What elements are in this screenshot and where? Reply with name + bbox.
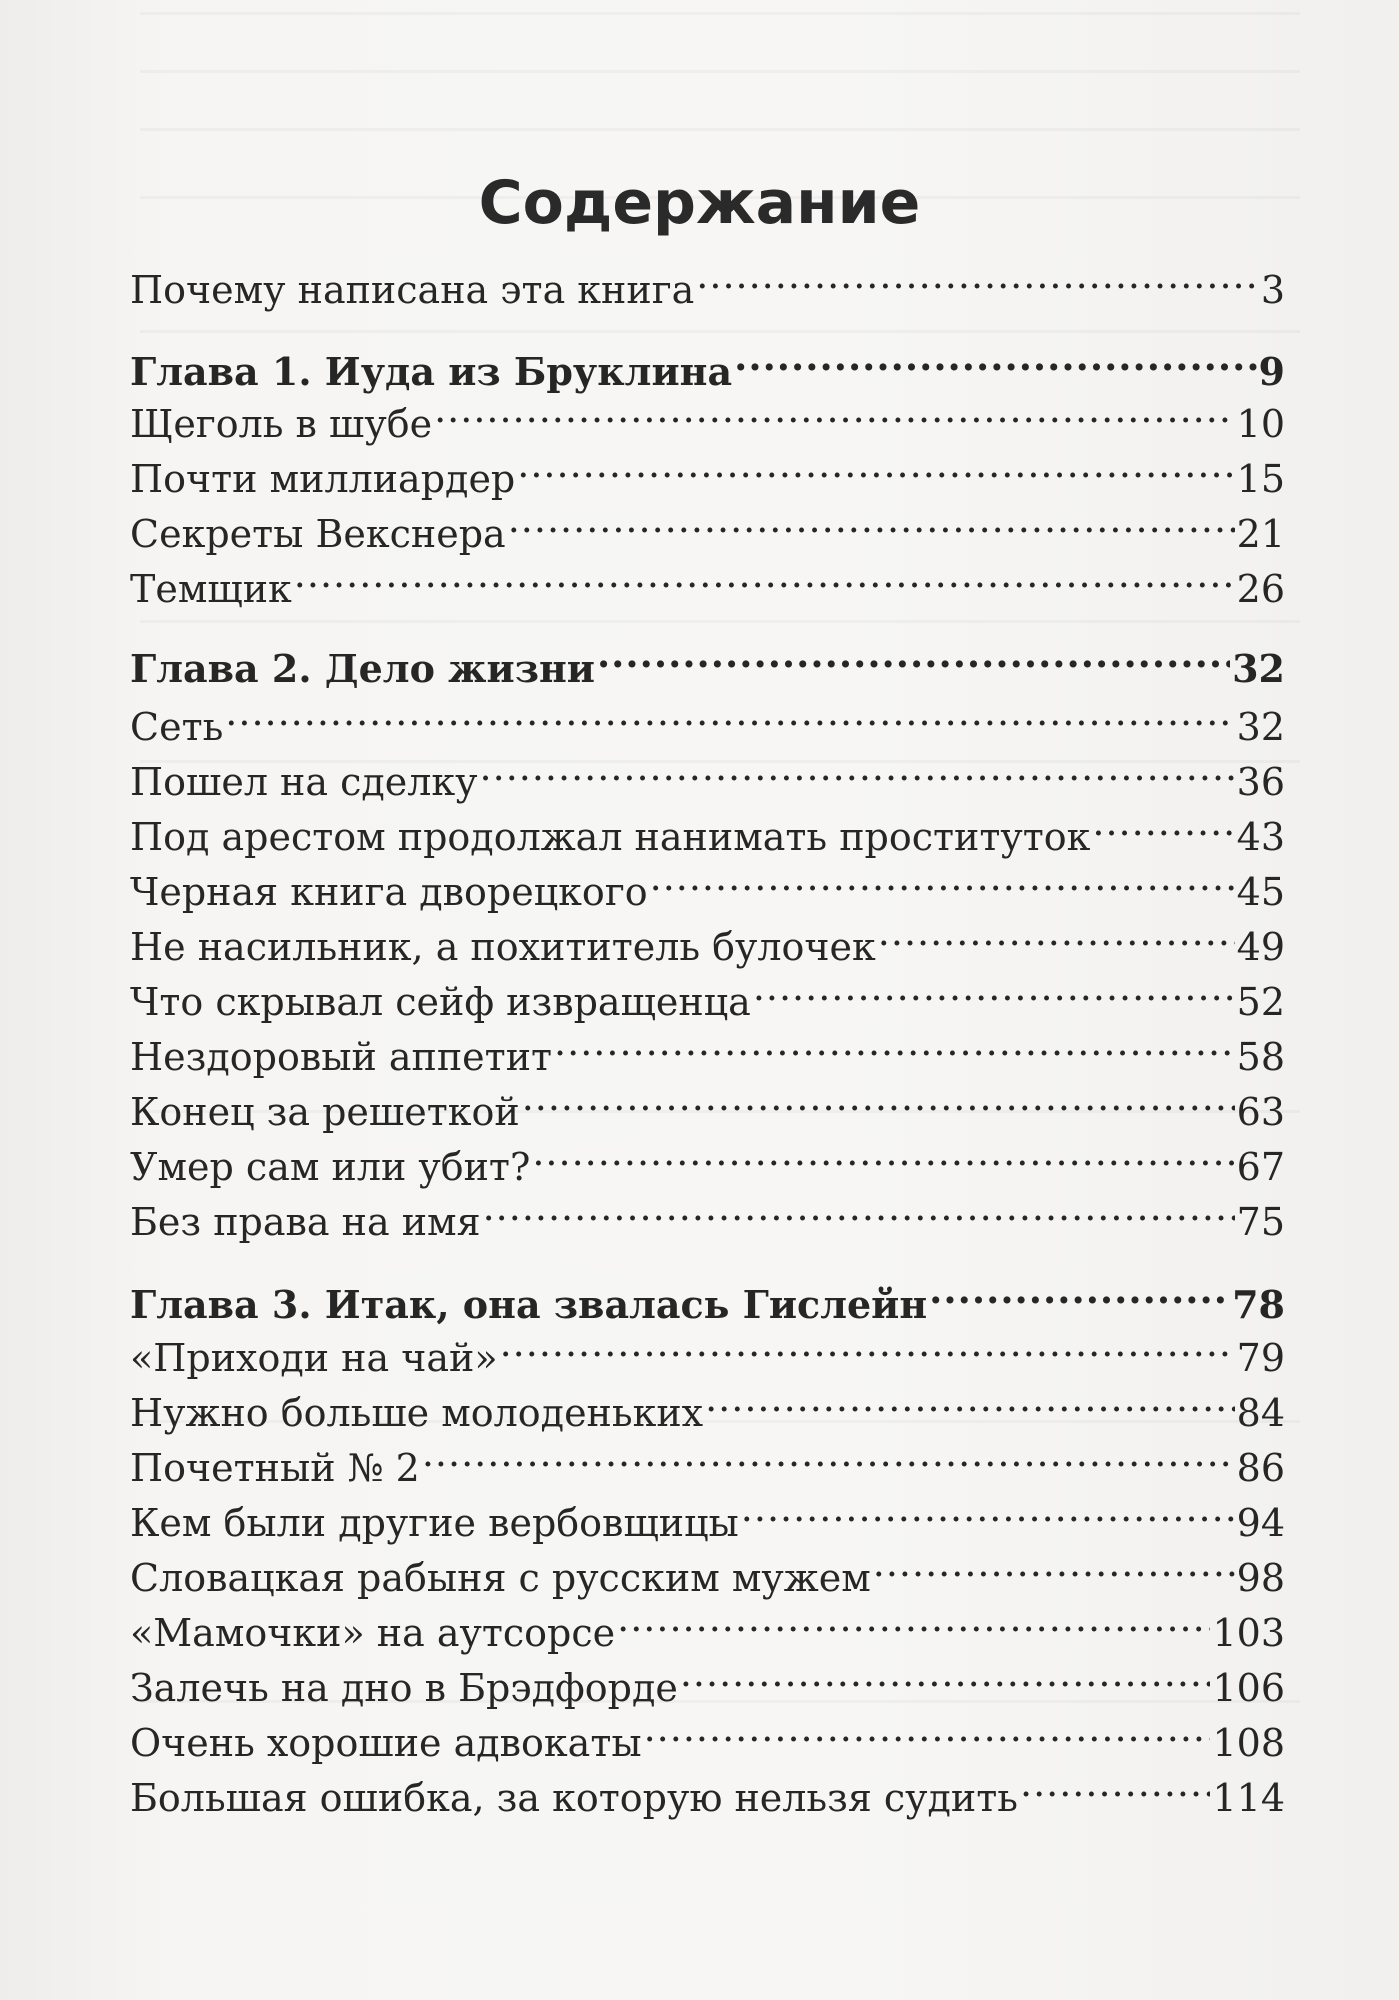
toc-entry-title: Конец за решеткой: [130, 1090, 520, 1134]
toc-page-number: 84: [1236, 1391, 1285, 1435]
dot-leader: [1092, 802, 1234, 850]
dot-leader: [508, 499, 1235, 547]
toc-page-number: 32: [1236, 705, 1285, 749]
bleed-through-line: [140, 70, 1300, 73]
dot-leader: [644, 1708, 1211, 1756]
toc-page-number: 63: [1236, 1090, 1285, 1134]
dot-leader: [650, 857, 1235, 905]
dot-leader: [554, 1022, 1235, 1070]
toc-entry-title: Глава 3. Итак, она звалась Гислейн: [130, 1282, 928, 1327]
toc-entry-title: Большая ошибка, за которую нельзя судить: [130, 1776, 1018, 1820]
toc-chapter-entry: [130, 634, 1285, 691]
toc-entry: [130, 912, 1285, 969]
toc-page-number: 106: [1212, 1666, 1285, 1710]
toc-page-number: 103: [1212, 1611, 1285, 1655]
toc-entry-title: Нездоровый аппетит: [130, 1035, 553, 1079]
dot-leader: [753, 967, 1235, 1015]
toc-page-number: 52: [1236, 980, 1285, 1024]
toc-page-number: 58: [1236, 1035, 1285, 1079]
toc-entry-title: Нужно больше молоденьких: [130, 1391, 704, 1435]
dot-leader: [517, 444, 1234, 492]
toc-entry-title: Глава 2. Дело жизни: [130, 646, 595, 691]
toc-page-number: 9: [1258, 349, 1285, 394]
toc-page-number: 49: [1236, 925, 1285, 969]
toc-entry-title: «Приходи на чай»: [130, 1336, 498, 1380]
dot-leader: [480, 747, 1235, 795]
toc-entry-title: Почти миллиардер: [130, 457, 516, 501]
dot-leader: [422, 1433, 1235, 1481]
toc-page-number: 10: [1236, 402, 1285, 446]
toc-entry-title: Почетный № 2: [130, 1446, 420, 1490]
toc-entry: [130, 1323, 1285, 1380]
dot-leader: [483, 1187, 1235, 1235]
toc-entry: [130, 1488, 1285, 1545]
toc-entry: [130, 1598, 1285, 1655]
toc-page-number: 3: [1260, 268, 1285, 312]
toc-entry-title: Что скрывал сейф извращенца: [130, 980, 751, 1024]
dot-leader: [878, 912, 1235, 960]
toc-entry-title: Почему написана эта книга: [130, 268, 695, 312]
dot-leader: [225, 692, 1234, 740]
toc-page-number: 98: [1236, 1556, 1285, 1600]
toc-entry: [130, 1653, 1285, 1710]
toc-page-number: 86: [1236, 1446, 1285, 1490]
toc-entry: [130, 255, 1285, 312]
toc-chapter-entry: [130, 337, 1285, 394]
dot-leader: [294, 554, 1235, 602]
toc-entry: [130, 389, 1285, 446]
toc-page-number: 32: [1232, 646, 1285, 691]
toc-page-number: 78: [1232, 1282, 1285, 1327]
toc-entry: [130, 692, 1285, 749]
toc-entry-title: Черная книга дворецкого: [130, 870, 648, 914]
toc-entry: [130, 499, 1285, 556]
toc-page-number: 43: [1236, 815, 1285, 859]
dot-leader: [734, 337, 1256, 385]
dot-leader: [617, 1598, 1210, 1646]
toc-entry: [130, 1132, 1285, 1189]
toc-entry: [130, 1378, 1285, 1435]
toc-entry: [130, 1708, 1285, 1765]
dot-leader: [532, 1132, 1234, 1180]
toc-page-number: 67: [1236, 1145, 1285, 1189]
dot-leader: [1020, 1763, 1210, 1811]
toc-entry: [130, 1022, 1285, 1079]
dot-leader: [873, 1543, 1235, 1591]
dot-leader: [696, 255, 1259, 303]
page-title: Содержание: [478, 168, 921, 238]
toc-entry-title: Под арестом продолжал нанимать проституток: [130, 815, 1091, 859]
toc-chapter-entry: [130, 1270, 1285, 1327]
toc-entry: [130, 1433, 1285, 1490]
toc-entry-title: Темщик: [130, 567, 292, 611]
toc-entry-title: Очень хорошие адвокаты: [130, 1721, 642, 1765]
toc-page-number: 114: [1212, 1776, 1285, 1820]
toc-page-number: 45: [1236, 870, 1285, 914]
bleed-through-line: [140, 330, 1300, 333]
dot-leader: [522, 1077, 1235, 1125]
toc-entry: [130, 1763, 1285, 1820]
toc-page-number: 26: [1236, 567, 1285, 611]
toc-page-number: 15: [1236, 457, 1285, 501]
toc-entry-title: Словацкая рабыня с русским мужем: [130, 1556, 871, 1600]
toc-page-number: 75: [1236, 1200, 1285, 1244]
toc-page-number: 21: [1236, 512, 1285, 556]
toc-entry-title: Секреты Векснера: [130, 512, 506, 556]
toc-page-number: 79: [1236, 1336, 1285, 1380]
toc-entry: [130, 857, 1285, 914]
toc-entry: [130, 1543, 1285, 1600]
toc-page-number: 36: [1236, 760, 1285, 804]
dot-leader: [500, 1323, 1235, 1371]
toc-entry-title: Глава 1. Иуда из Бруклина: [130, 349, 733, 394]
toc-entry: [130, 967, 1285, 1024]
toc-entry: [130, 444, 1285, 501]
dot-leader: [741, 1488, 1235, 1536]
dot-leader: [929, 1270, 1230, 1318]
toc-page-number: 108: [1212, 1721, 1285, 1765]
toc-entry-title: Сеть: [130, 705, 224, 749]
toc-entry: [130, 747, 1285, 804]
toc-entry: [130, 554, 1285, 611]
dot-leader: [705, 1378, 1235, 1426]
toc-page-number: 94: [1236, 1501, 1285, 1545]
dot-leader: [597, 634, 1230, 682]
toc-entry-title: Без права на имя: [130, 1200, 481, 1244]
toc-entry-title: Кем были другие вербовщицы: [130, 1501, 739, 1545]
bleed-through-line: [140, 128, 1300, 131]
toc-entry-title: Пошел на сделку: [130, 760, 478, 804]
toc-entry: [130, 802, 1285, 859]
toc-entry-title: Умер сам или убит?: [130, 1145, 531, 1189]
dot-leader: [680, 1653, 1211, 1701]
dot-leader: [434, 389, 1235, 437]
toc-entry: [130, 1077, 1285, 1134]
toc-entry-title: Не насильник, а похититель булочек: [130, 925, 876, 969]
bleed-through-line: [140, 12, 1300, 15]
toc-entry: [130, 1187, 1285, 1244]
bleed-through-line: [140, 620, 1300, 623]
toc-entry-title: Залечь на дно в Брэдфорде: [130, 1666, 678, 1710]
toc-entry-title: Щеголь в шубе: [130, 402, 433, 446]
toc-entry-title: «Мамочки» на аутсорсе: [130, 1611, 616, 1655]
